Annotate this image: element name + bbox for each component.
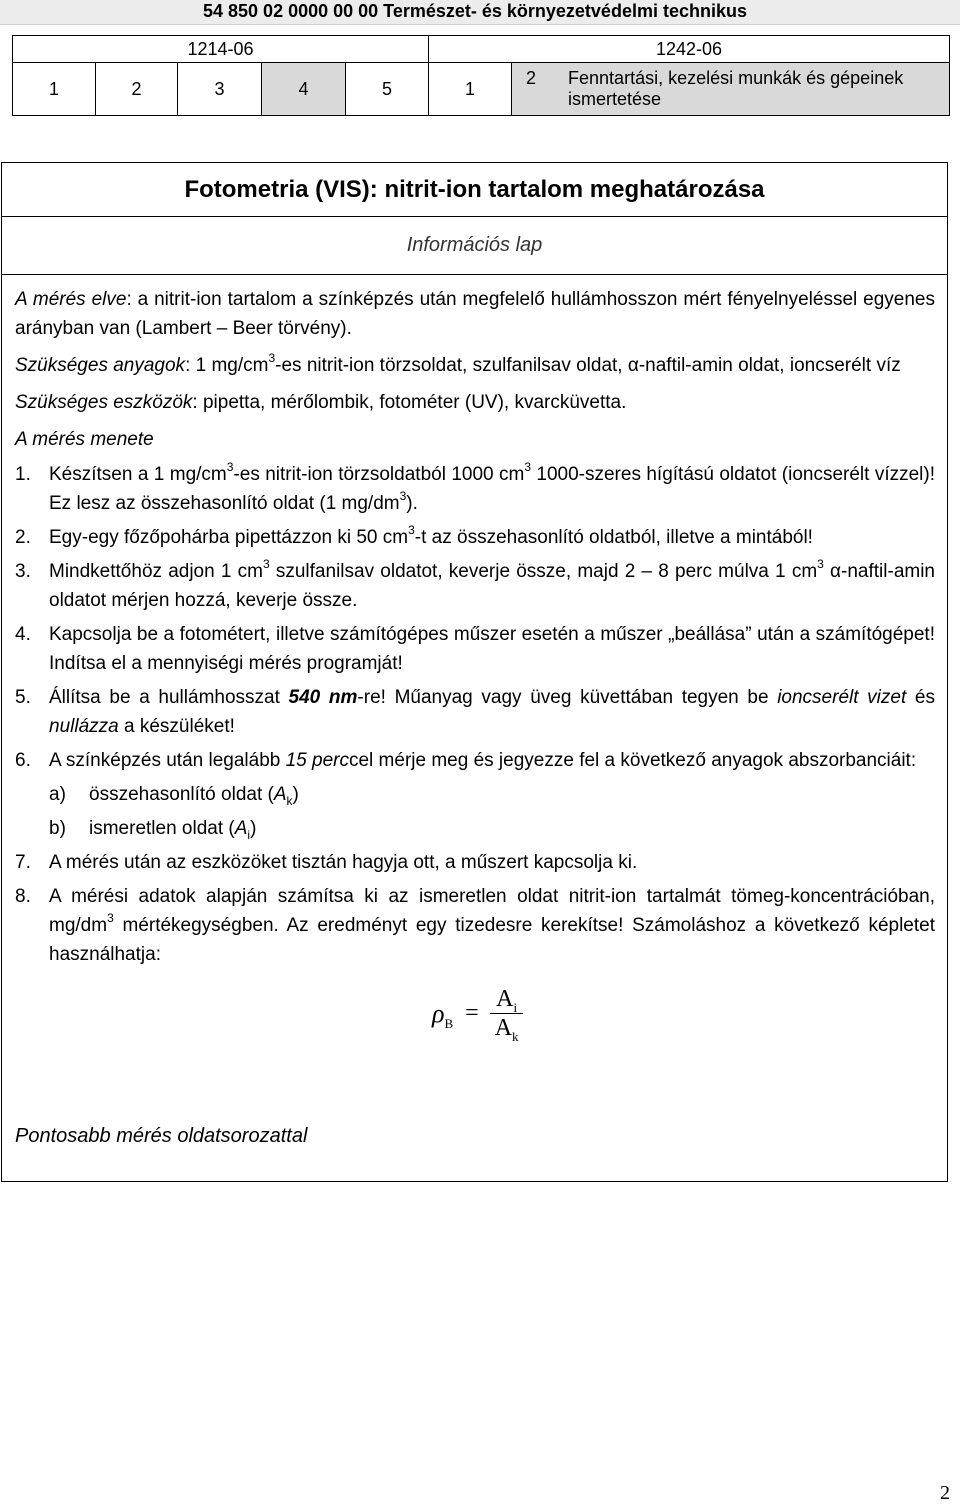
right-cell-1: 1 [429, 63, 512, 116]
tools-paragraph [15, 388, 935, 417]
list-item [15, 848, 935, 877]
step-number: 2. [15, 527, 31, 548]
step-number: 8. [15, 886, 31, 907]
s5-d: a készüléket! [118, 716, 235, 737]
materials-text-a: : 1 mg/cm [185, 355, 269, 376]
formula-area [15, 974, 935, 1066]
rho-symbol: ρ [432, 999, 445, 1028]
s5-b: -re! Műanyag vagy üveg küvettában tegyen be [357, 687, 778, 708]
left-cell-3: 3 [178, 63, 262, 116]
step-number: 4. [15, 624, 31, 645]
concentration-formula [432, 986, 525, 1044]
denominator-sub: k [512, 1028, 519, 1044]
tools-text: : pipetta, mérőlombik, fotométer (UV), kvarcküvetta. [192, 392, 627, 413]
s1-sup2: 3 [524, 459, 531, 474]
module-codes-table [12, 35, 950, 116]
sheet-content [2, 275, 947, 1066]
s3-sup2: 3 [817, 556, 824, 571]
right-cell-2-highlighted [512, 63, 950, 116]
procedure-steps [15, 460, 935, 969]
s3-a: Mindkettőhöz adjon 1 cm [49, 561, 263, 582]
step-text [49, 523, 935, 552]
formula-fraction [489, 986, 525, 1044]
principle-label: A mérés elve [15, 289, 127, 310]
step-text [49, 683, 935, 741]
s6-i: 15 perc [285, 750, 349, 771]
s5-c: és [906, 687, 935, 708]
step-number: 3. [15, 561, 31, 582]
s5-i1: ioncserélt vizet [777, 687, 907, 708]
info-sheet [1, 162, 948, 1182]
s6b-sub: i [247, 827, 251, 842]
s6-b: cel mérje meg és jegyezze fel a következő anyagok abszorbanciáit: [348, 750, 917, 771]
s6a-var: A [273, 784, 287, 805]
materials-sup: 3 [268, 350, 276, 365]
step-text: Kapcsolja be a fotométert, illetve számítógépes műszer esetén a műszer „beállása” után a számítógépet! Indítsa el a mennyiségi mérés programját! [49, 624, 935, 674]
header-bar [0, 0, 960, 25]
subtitle-row [2, 217, 947, 275]
page-subtitle: Információs lap [406, 234, 543, 256]
sub-text [89, 780, 299, 809]
list-item [15, 557, 935, 615]
principle-paragraph [15, 285, 935, 343]
module-number: 2 [526, 68, 537, 88]
wavelength-value: 540 nm [288, 687, 358, 708]
step-text [49, 746, 935, 775]
list-item [15, 460, 935, 518]
s8-b: mértékegységben. Az eredményt egy tizedesre kerekítse! Számoláshoz a következő képletet használhatja: [49, 915, 935, 965]
fraction-numerator [490, 986, 523, 1014]
list-item [15, 814, 935, 843]
list-item [15, 683, 935, 741]
left-cell-5: 5 [346, 63, 429, 116]
list-item [15, 882, 935, 969]
s3-sup1: 3 [262, 556, 270, 571]
sub-text [89, 814, 256, 843]
materials-label: Szükséges anyagok [15, 355, 186, 376]
s5-i2: nullázza [49, 716, 119, 737]
page-title: Fotometria (VIS): nitrit-ion tartalom meghatározása [184, 176, 765, 203]
step-number: 1. [15, 464, 31, 485]
right-module-code: 1242-06 [429, 36, 950, 63]
list-item [15, 523, 935, 552]
step-text [49, 460, 935, 518]
module-title: Fenntartási, kezelési munkák és gépeinek ismertetése [568, 68, 904, 109]
left-cell-1: 1 [13, 63, 96, 116]
s6-a: A színképzés után legalább [49, 750, 286, 771]
left-cell-2: 2 [96, 63, 178, 116]
precise-measurement-note: Pontosabb mérés oldatsorozattal [15, 1125, 308, 1147]
s1-c: 1000-szeres hígítású oldatot (ioncserélt vízzel)! Ez lesz az összehasonlító oldat (1 mg/dm [49, 464, 935, 514]
procedure-heading: A mérés menete [15, 429, 154, 450]
s8-a: A mérési adatok alapján számítsa ki az ismeretlen oldat nitrit-ion tartalmát tömeg-koncentrációban, mg/dm [49, 886, 935, 936]
numerator-var: A [496, 986, 514, 1012]
formula-lhs [432, 999, 454, 1032]
sub-letter: a) [49, 784, 66, 805]
materials-paragraph [15, 351, 935, 380]
s3-c: α-naftil-amin oldatot mérjen hozzá, keverje össze. [49, 561, 935, 611]
list-item [15, 620, 935, 678]
s6b-text: ismeretlen oldat ( [89, 818, 235, 839]
page-number: 2 [940, 1482, 950, 1504]
left-module-code: 1214-06 [13, 36, 429, 63]
step-text [49, 557, 935, 615]
s1-sup3: 3 [399, 488, 407, 503]
list-item [15, 780, 935, 809]
s8-sup: 3 [107, 910, 114, 925]
header-title: 54 850 02 0000 00 00 Természet- és környezetvédelmi technikus [203, 1, 747, 21]
numerator-sub: i [513, 999, 518, 1015]
list-item [15, 746, 935, 775]
s6b-end: ) [250, 818, 257, 839]
equals-sign: = [465, 1000, 479, 1026]
fraction-denominator [489, 1014, 525, 1044]
s1-a: Készítsen a 1 mg/cm [49, 464, 227, 485]
step-text: A mérés után az eszközöket tisztán hagyja ott, a műszert kapcsolja ki. [49, 852, 638, 873]
materials-text-b: -es nitrit-ion törzsoldat, szulfanilsav oldat, α-naftil-amin oldat, ioncserélt víz [275, 355, 901, 376]
step-number: 6. [15, 750, 31, 771]
s6a-text: összehasonlító oldat ( [89, 784, 274, 805]
s1-d: ). [406, 493, 418, 514]
s2-b: -t az összehasonlító oldatból, illetve a mintából! [414, 527, 813, 548]
denominator-var: A [494, 1015, 513, 1041]
step-text [49, 882, 935, 969]
step-number: 5. [15, 687, 31, 708]
tools-label: Szükséges eszközök [15, 392, 193, 413]
s5-a: Állítsa be a hullámhosszat [49, 687, 289, 708]
left-cell-4-highlighted: 4 [262, 63, 346, 116]
s6a-end: ) [292, 784, 299, 805]
title-row [2, 163, 947, 217]
principle-text: : a nitrit-ion tartalom a színképzés után megfelelő hullámhosszon mért fényelnyeléssel egyenes arányban van (Lambert – Beer törvény). [15, 289, 935, 339]
s2-a: Egy-egy főzőpohárba pipettázzon ki 50 cm [49, 527, 409, 548]
rho-subscript: B [444, 1016, 454, 1032]
sub-letter: b) [49, 818, 66, 839]
s6b-var: A [234, 818, 248, 839]
s2-sup: 3 [408, 522, 415, 537]
s1-sup1: 3 [226, 459, 234, 474]
s3-b: szulfanilsav oldatot, keverje össze, majd 2 – 8 perc múlva 1 cm [269, 561, 818, 582]
step-number: 7. [15, 852, 31, 873]
s6a-sub: k [286, 793, 293, 808]
s1-b: -es nitrit-ion törzsoldatból 1000 cm [233, 464, 525, 485]
